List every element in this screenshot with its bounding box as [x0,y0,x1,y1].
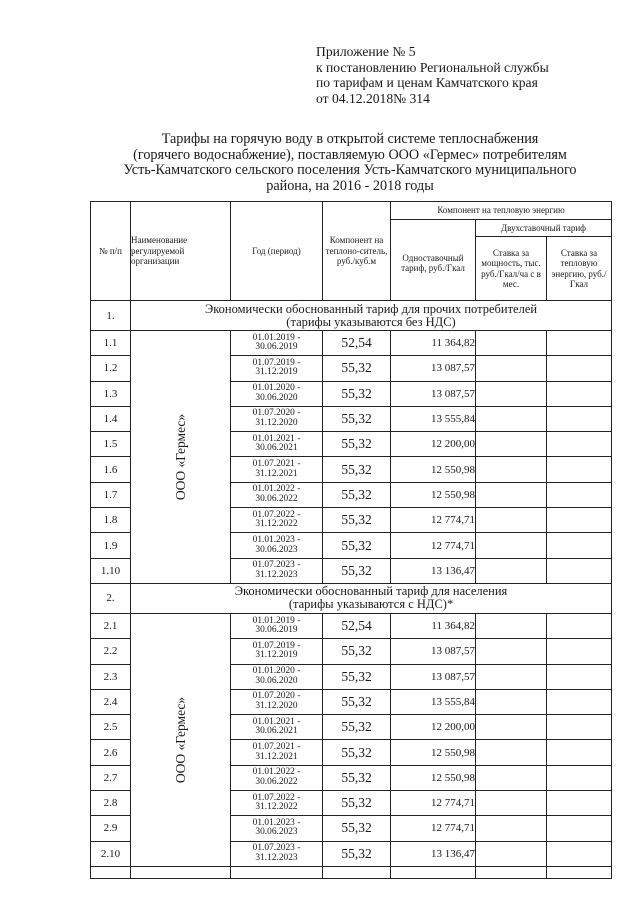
period-cell [231,639,323,664]
carrier-component: 52,54 [323,613,391,638]
table-body [91,301,612,879]
carrier-component: 55,32 [323,791,391,816]
single-rate-tariff: 13 087,57 [391,381,476,406]
single-rate-tariff: 12 550,98 [391,457,476,482]
period-cell [231,356,323,381]
capacity-rate-cell [476,482,547,507]
period-to: 31.12.2019 [255,367,298,378]
row-number: 2.3 [91,664,131,689]
period-to: 31.12.2023 [255,852,298,863]
row-number: 2.5 [91,715,131,740]
period-to: 30.06.2020 [255,392,298,403]
period-from: 01.01.2022 - [252,767,301,778]
single-rate-tariff: 13 087,57 [391,664,476,689]
period-cell [231,406,323,431]
capacity-rate-cell [476,841,547,866]
org-name: ООО «Гермес» [172,413,188,501]
section-title-line: Экономически обоснованный тариф для прочих потребителей [204,301,538,316]
energy-rate-cell [547,356,612,381]
header-single-rate: Одноставочный тариф, руб./Гкал [391,220,476,301]
capacity-rate-cell [476,639,547,664]
period-from: 01.01.2021 - [252,433,301,444]
energy-rate-cell [547,457,612,482]
period-cell [231,740,323,765]
period-to: 31.12.2020 [255,418,298,429]
period-from: 01.01.2021 - [252,716,301,727]
capacity-rate-cell [476,664,547,689]
period-to: 31.12.2022 [255,802,298,813]
row-number: 1.7 [91,482,131,507]
empty-cell [323,866,391,878]
header-period: Год (период) [231,202,323,301]
period-from: 01.07.2023 - [252,560,301,571]
header-two-rate: Двухставочный тариф [476,220,612,237]
energy-rate-cell [547,432,612,457]
single-rate-tariff: 13 136,47 [391,841,476,866]
carrier-component: 55,32 [323,558,391,583]
carrier-component: 55,32 [323,508,391,533]
period-from: 01.07.2021 - [252,742,301,752]
single-rate-tariff: 12 774,71 [391,533,476,558]
period-cell [231,664,323,689]
single-rate-tariff: 13 087,57 [391,356,476,381]
org-name-cell [131,331,231,584]
period-cell [231,381,323,406]
period-cell [231,765,323,790]
period-from: 01.01.2022 - [252,484,301,495]
period-from: 01.01.2020 - [252,666,301,677]
header-capacity-rate: Ставка за мощность, тыс. руб./Гкал/ча с в мес. [476,237,547,301]
carrier-component: 55,32 [323,639,391,664]
row-number: 2.4 [91,689,131,714]
section-title-line: (тарифы указываются с НДС)* [288,597,454,612]
row-number: 1.1 [91,331,131,356]
single-rate-tariff: 13 555,84 [391,406,476,431]
energy-rate-cell [547,381,612,406]
energy-rate-cell [547,841,612,866]
title-line: (горячего водоснабжение), поставляемую ООО «Гермес» потребителям [133,146,567,163]
row-number: 2.8 [91,791,131,816]
carrier-component: 55,32 [323,406,391,431]
capacity-rate-cell [476,381,547,406]
single-rate-tariff: 13 555,84 [391,689,476,714]
period-from: 01.07.2023 - [252,843,301,854]
carrier-component: 55,32 [323,482,391,507]
row-number: 1.5 [91,432,131,457]
table-header [91,202,612,301]
energy-rate-cell [547,533,612,558]
period-from: 01.07.2022 - [252,509,301,520]
carrier-component: 55,32 [323,689,391,714]
header-org: Наименование регулируемой организации [131,202,231,301]
period-to: 30.06.2022 [255,776,298,787]
capacity-rate-cell [476,613,547,638]
period-to: 30.06.2019 [255,342,298,353]
section-number: 1. [91,301,131,331]
carrier-component: 55,32 [323,457,391,482]
carrier-component: 55,32 [323,533,391,558]
period-from: 01.01.2023 - [252,817,301,828]
single-rate-tariff: 12 550,98 [391,482,476,507]
period-cell [231,558,323,583]
single-rate-tariff: 12 774,71 [391,816,476,841]
row-number: 1.10 [91,558,131,583]
annex-line: к постановлению Региональной службы [316,59,549,75]
header-carrier: Компонент на теплоно-ситель, руб./куб.м [323,202,391,301]
single-rate-tariff: 12 774,71 [391,791,476,816]
header-energy-rate: Ставка за тепловую энергию, руб./Гкал [547,237,612,301]
empty-cell [231,866,323,878]
capacity-rate-cell [476,457,547,482]
energy-rate-cell [547,406,612,431]
row-number: 1.9 [91,533,131,558]
period-from: 01.07.2021 - [252,459,301,470]
period-cell [231,331,323,356]
energy-rate-cell [547,508,612,533]
section-number: 2. [91,583,131,613]
row-number: 2.2 [91,639,131,664]
energy-rate-cell [547,791,612,816]
period-from: 01.07.2019 - [252,640,301,651]
annex-line: от 04.12.2018№ 314 [316,90,430,106]
empty-cell [476,866,547,878]
section-title-line: Экономически обоснованный тариф для населения [234,584,508,599]
period-cell [231,457,323,482]
single-rate-tariff: 12 550,98 [391,765,476,790]
capacity-rate-cell [476,816,547,841]
capacity-rate-cell [476,715,547,740]
energy-rate-cell [547,482,612,507]
row-number: 1.2 [91,356,131,381]
energy-rate-cell [547,639,612,664]
carrier-component: 55,32 [323,664,391,689]
row-number: 2.10 [91,841,131,866]
header-num: № п/п [91,202,131,301]
single-rate-tariff: 11 364,82 [391,613,476,638]
period-to: 31.12.2021 [255,468,298,479]
period-from: 01.07.2020 - [252,408,301,419]
energy-rate-cell [547,689,612,714]
energy-rate-cell [547,740,612,765]
single-rate-tariff: 13 136,47 [391,558,476,583]
single-rate-tariff: 11 364,82 [391,331,476,356]
period-cell [231,432,323,457]
carrier-component: 55,32 [323,381,391,406]
row-number: 1.4 [91,406,131,431]
capacity-rate-cell [476,406,547,431]
period-from: 01.07.2020 - [252,691,301,702]
table-row [91,331,612,356]
single-rate-tariff: 12 200,00 [391,432,476,457]
row-number: 1.3 [91,381,131,406]
empty-cell [391,866,476,878]
period-cell [231,816,323,841]
tariff-table [90,201,612,879]
header-heat-group: Компонент на тепловую энергию [391,202,612,220]
capacity-rate-cell [476,533,547,558]
title-line: Усть-Камчатского сельского поселения Усть-Камчатского муниципального [123,162,577,178]
period-cell [231,533,323,558]
period-to: 31.12.2019 [255,650,298,661]
carrier-component: 55,32 [323,740,391,765]
period-to: 31.12.2020 [255,701,298,711]
carrier-component: 55,32 [323,841,391,866]
empty-cell [547,866,612,878]
period-from: 01.01.2019 - [252,332,301,343]
single-rate-tariff: 12 200,00 [391,715,476,740]
document-title [100,132,600,194]
period-cell [231,715,323,740]
row-number: 1.8 [91,508,131,533]
title-line: Тарифы на горячую воду в открытой системе теплоснабжения [161,131,539,147]
period-to: 31.12.2022 [255,519,298,530]
empty-cell [131,866,231,878]
period-cell [231,482,323,507]
empty-cell [91,866,131,878]
carrier-component: 55,32 [323,765,391,790]
empty-row [91,866,612,878]
period-to: 31.12.2023 [255,569,298,580]
period-to: 30.06.2021 [255,443,298,454]
row-number: 2.1 [91,613,131,638]
capacity-rate-cell [476,356,547,381]
period-from: 01.07.2019 - [252,357,301,368]
energy-rate-cell [547,558,612,583]
energy-rate-cell [547,613,612,638]
annex-block [316,44,616,106]
energy-rate-cell [547,664,612,689]
carrier-component: 55,32 [323,432,391,457]
period-cell [231,508,323,533]
period-from: 01.01.2023 - [252,534,301,545]
carrier-component: 55,32 [323,816,391,841]
carrier-component: 52,54 [323,331,391,356]
capacity-rate-cell [476,331,547,356]
row-number: 2.7 [91,765,131,790]
period-from: 01.01.2019 - [252,615,301,626]
row-number: 1.6 [91,457,131,482]
carrier-component: 55,32 [323,356,391,381]
row-number: 2.9 [91,816,131,841]
period-to: 30.06.2023 [255,827,298,838]
energy-rate-cell [547,331,612,356]
org-name: ООО «Гермес» [172,696,188,784]
energy-rate-cell [547,715,612,740]
table-row [91,613,612,638]
period-to: 30.06.2021 [255,726,298,737]
period-to: 31.12.2021 [255,751,298,762]
section-title [131,301,612,331]
row-number: 2.6 [91,740,131,765]
period-to: 30.06.2022 [255,493,298,504]
energy-rate-cell [547,816,612,841]
section-title [131,583,612,613]
period-from: 01.07.2022 - [252,792,301,803]
annex-line: Приложение № 5 [316,44,416,59]
period-cell [231,689,323,714]
single-rate-tariff: 12 550,98 [391,740,476,765]
single-rate-tariff: 12 774,71 [391,508,476,533]
period-to: 30.06.2019 [255,625,298,636]
title-line: района, на 2016 - 2018 годы [266,177,434,194]
period-to: 30.06.2023 [255,544,298,555]
org-name-cell [131,613,231,866]
energy-rate-cell [547,765,612,790]
period-from: 01.01.2020 - [252,383,301,394]
period-cell [231,841,323,866]
capacity-rate-cell [476,508,547,533]
capacity-rate-cell [476,765,547,790]
section-row [91,583,612,613]
section-row [91,301,612,331]
single-rate-tariff: 13 087,57 [391,639,476,664]
capacity-rate-cell [476,432,547,457]
annex-line: по тарифам и ценам Камчатского края [316,75,538,90]
period-cell [231,613,323,638]
period-cell [231,791,323,816]
capacity-rate-cell [476,689,547,714]
capacity-rate-cell [476,558,547,583]
capacity-rate-cell [476,740,547,765]
capacity-rate-cell [476,791,547,816]
carrier-component: 55,32 [323,715,391,740]
section-title-line: (тарифы указываются без НДС) [286,314,456,329]
period-to: 30.06.2020 [255,675,298,686]
